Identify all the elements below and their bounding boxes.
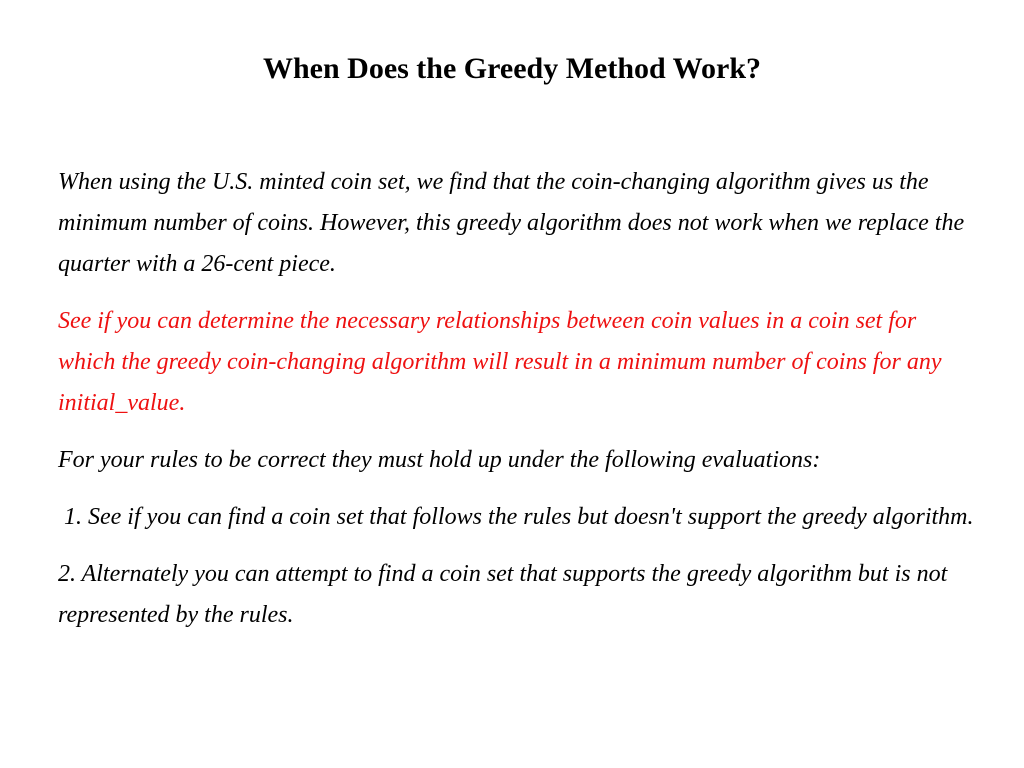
slide-title: When Does the Greedy Method Work?	[262, 52, 762, 85]
paragraph-evaluation-intro: For your rules to be correct they must hold up under the following evaluations:	[58, 447, 821, 473]
paragraph-evaluation-1: 1. See if you can find a coin set that follows the rules but doesn't support the greedy algorithm.	[58, 504, 974, 530]
paragraph-task-highlight: See if you can determine the necessary relationships between coin values in a coin set for which the greedy coin-changing algorithm will result in a minimum number of coins for any initial_value.	[58, 308, 942, 416]
paragraph-greedy-intro: When using the U.S. minted coin set, we find that the coin-changing algorithm gives us the minimum number of coins. However, this greedy algorithm does not work when we replace the quarter with a 26-cent piece.	[58, 169, 965, 277]
slide-body	[58, 162, 978, 652]
paragraph-evaluation-2: 2. Alternately you can attempt to find a coin set that supports the greedy algorithm but is not represented by the rules.	[58, 561, 948, 628]
